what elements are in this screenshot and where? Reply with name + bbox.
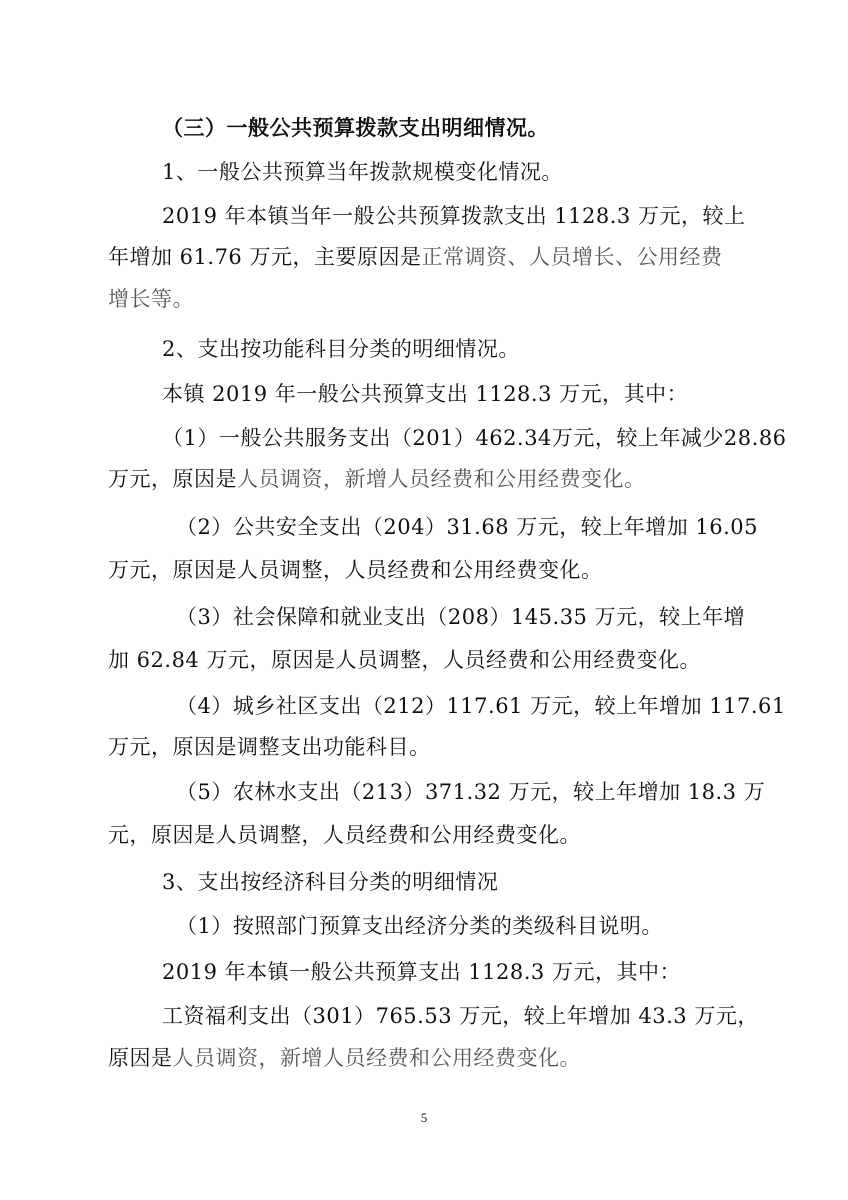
item2-sub5-line2: 元，原因是人员调整，人员经费和公用经费变化。 bbox=[108, 823, 581, 847]
item2-sub2-line2: 万元，原因是人员调整，人员经费和公用经费变化。 bbox=[108, 558, 603, 582]
item1-paragraph-line2 bbox=[108, 243, 722, 271]
item2-sub1-line2 bbox=[108, 465, 646, 493]
item1-paragraph-line1: 2019 年本镇当年一般公共预算拨款支出 1128.3 万元，较上 bbox=[162, 204, 746, 228]
item1-paragraph-line3: 增长等。 bbox=[108, 287, 194, 311]
item1-paragraph-line2-b: 正常调资、人员增长、公用经费 bbox=[421, 245, 723, 269]
item2-sub4-line1: （4）城乡社区支出（212）117.61 万元，较上年增加 117.61 bbox=[176, 694, 786, 718]
item2-sub1-line2-b: 人员调资，新增人员经费和公用经费变化。 bbox=[237, 467, 646, 491]
item2-sub5-line1: （5）农林水支出（213）371.32 万元，较上年增加 18.3 万 bbox=[176, 780, 766, 804]
item2-sub4-line2: 万元，原因是调整支出功能科目。 bbox=[108, 735, 431, 759]
item2-sub1-line1: （1）一般公共服务支出（201）462.34万元，较上年减少28.86 bbox=[162, 426, 787, 450]
item3-detail-line2-a: 原因是 bbox=[108, 1046, 173, 1070]
item3-sub1: （1）按照部门预算支出经济分类的类级科目说明。 bbox=[176, 914, 663, 938]
item2-heading: 2、支出按功能科目分类的明细情况。 bbox=[162, 337, 520, 361]
item2-sub3-line2: 加 62.84 万元，原因是人员调整，人员经费和公用经费变化。 bbox=[108, 648, 701, 672]
item2-sub2-line1: （2）公共安全支出（204）31.68 万元，较上年增加 16.05 bbox=[176, 515, 759, 539]
section-heading: （三）一般公共预算拨款支出明细情况。 bbox=[162, 115, 549, 140]
item3-heading: 3、支出按经济科目分类的明细情况 bbox=[162, 870, 499, 894]
item1-heading: 1、一般公共预算当年拨款规模变化情况。 bbox=[162, 160, 563, 184]
item3-detail-line2 bbox=[108, 1044, 581, 1072]
item2-sub3-line1: （3）社会保障和就业支出（208）145.35 万元，较上年增 bbox=[176, 605, 746, 629]
item3-intro: 2019 年本镇一般公共预算支出 1128.3 万元，其中： bbox=[162, 960, 681, 984]
page-number: 5 bbox=[420, 1110, 428, 1125]
item3-detail-line2-b: 人员调资，新增人员经费和公用经费变化。 bbox=[172, 1046, 581, 1070]
item1-paragraph-line2-a: 年增加 61.76 万元，主要原因是 bbox=[108, 245, 422, 269]
item2-sub1-line2-a: 万元，原因是 bbox=[108, 467, 237, 491]
item2-intro: 本镇 2019 年一般公共预算支出 1128.3 万元，其中： bbox=[162, 382, 689, 406]
item3-detail-line1: 工资福利支出（301）765.53 万元，较上年增加 43.3 万元， bbox=[162, 1004, 759, 1028]
